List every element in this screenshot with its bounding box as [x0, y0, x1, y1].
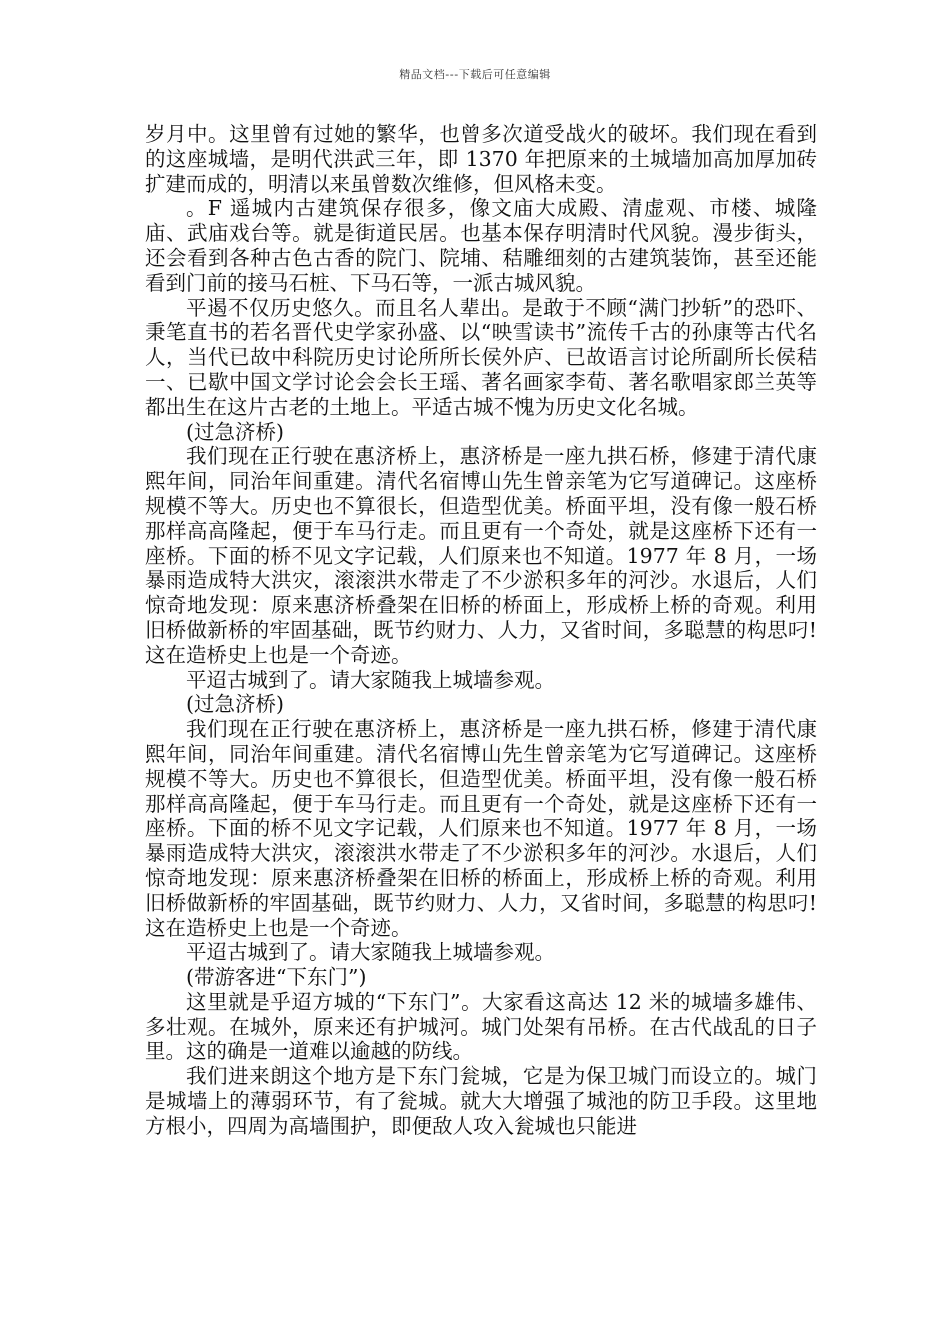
paragraph: 我们现在正行驶在惠济桥上，惠济桥是一座九拱石桥，修建于清代康熙年间，同治年间重建。清代名宿博山先生曾亲笔为它写道碑记。这座桥规模不等大。历史也不算很长，但造型优美。桥面平坦，没有像一般石桥那样高高隆起，便于车马行走。而且更有一个奇处，就是这座桥下还有一座桥。下面的桥不见文字记载，人们原来也不知道。1977 年 8 月，一场暴雨造成特大洪灾，滚滚洪水带走了不少淤积多年的河沙。水退后，人们惊奇地发现：原来惠济桥叠架在旧桥的桥面上，形成桥上桥的奇观。利用旧桥做新桥的牢固基础，既节约财力、人力，又省时间，多聪慧的构思叼!这在造桥史上也是一个奇迹。 [145, 444, 817, 667]
page-header: 精品文档---下载后可任意编辑 [399, 68, 551, 81]
paragraph: 平迢古城到了。请大家随我上城墙参观。 [186, 940, 555, 965]
paragraph: 我们进来朗这个地方是下东门瓮城，它是为保卫城门而设立的。城门是城墙上的薄弱环节，有了瓮城。就大大增强了城池的防卫手段。这里地方根小，四周为高墙围护，即便敌人攻入瓮城也只能进 [145, 1064, 817, 1138]
section-note: (过急济桥) [186, 419, 284, 444]
section-note: (过急济桥) [186, 692, 284, 717]
paragraph: 这里就是乎迢方城的“下东门”。大家看这高达 12 米的城墙多雄伟、多壮观。在城外，原来还有护城河。城门处架有吊桥。在古代战乱的日子里。这的确是一道难以逾越的防线。 [145, 989, 817, 1064]
paragraph: 平遏不仅历史悠久。而且名人辈出。是敢于不顾“满门抄斩”的恐吓、秉笔直书的若名晋代史学家孙盛、以“映雪读书”流传千古的孙康等古代名人，当代已故中科院历史讨论所所长侯外庐、已故语言讨论所副所长侯秸一、已歇中国文学讨论会会长王瑶、著名画家李荀、著名歌唱家郎兰英等都出生在这片古老的土地上。平适古城不愧为历史文化名城。 [145, 295, 817, 419]
paragraph: 平迢古城到了。请大家随我上城墙参观。 [186, 667, 555, 692]
paragraph: 岁月中。这里曾有过她的繁华，也曾多次道受战火的破坏。我们现在看到的这座城墙，是明代洪武三年，即 1370 年把原来的土城墙加高加厚加砖扩建而成的，明清以来虽曾数次维修，但风格未变。 [145, 122, 817, 196]
document-body [145, 122, 817, 1139]
paragraph: 我们现在正行驶在惠济桥上，惠济桥是一座九拱石桥，修建于清代康熙年间，同治年间重建。清代名宿博山先生曾亲笔为它写道碑记。这座桥规模不等大。历史也不算很长，但造型优美。桥面平坦，没有像一般石桥那样高高隆起，便于车马行走。而且更有一个奇处，就是这座桥下还有一座桥。下面的桥不见文字记载，人们原来也不知道。1977 年 8 月，一场暴雨造成特大洪灾，滚滚洪水带走了不少淤积多年的河沙。水退后，人们惊奇地发现：原来惠济桥叠架在旧桥的桥面上，形成桥上桥的奇观。利用旧桥做新桥的牢固基础，既节约财力、人力，又省时间，多聪慧的构思叼!这在造桥史上也是一个奇迹。 [145, 717, 817, 940]
section-note: (带游客进“下东门”) [186, 965, 367, 990]
paragraph: 。F 遥城内古建筑保存很多，像文庙大成殿、清虚观、市楼、城隆庙、武庙戏台等。就是街道民居。也基本保存明清时代风貌。漫步街头，还会看到各种古色古香的院门、院埔、秸雕细刻的古建筑装饰，甚至还能看到门前的接马石桩、下马石等，一派古城风貌。 [145, 196, 817, 295]
